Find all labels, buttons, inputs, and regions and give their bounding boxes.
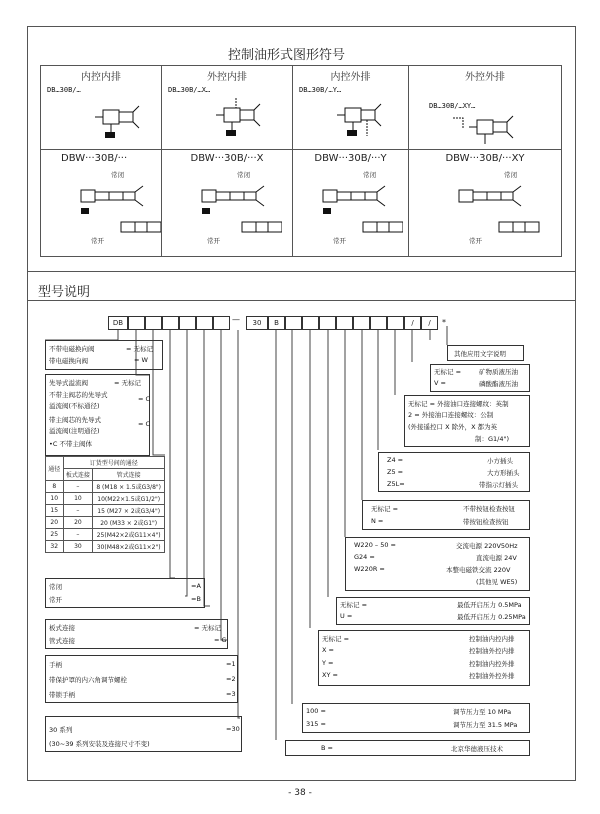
symbol-code: DBW···30B/···Y — [314, 153, 387, 164]
option-value: 大方形插头 — [487, 469, 520, 477]
min-pressure-option-box — [336, 597, 530, 625]
thread-option-box — [404, 395, 530, 447]
symbol-code: DB…30B/…X… — [168, 86, 211, 94]
option-value: =30 — [226, 725, 240, 733]
option-text: 手柄 — [49, 661, 62, 669]
symbol-label: 内控外排 — [330, 72, 371, 83]
plug-option-box — [378, 452, 530, 492]
symbol-label: 内控内排 — [81, 72, 121, 83]
table-header: 通径 — [46, 457, 64, 481]
option-text: (外接遥控口 X 除外，X 都为英 — [408, 423, 498, 431]
option-text: 制：G1/4") — [475, 435, 510, 443]
option-value: 控制油内控内排 — [469, 635, 515, 643]
option-value: 调节压力至 10 MPa — [453, 708, 512, 716]
table-row: 25 – 25(M42×2或G11×4") — [46, 529, 165, 541]
table-row: 32 30 30(M48×2或G11×2") — [46, 541, 165, 553]
normally-closed-label: 常闭 — [237, 171, 250, 179]
pressure-option-box — [302, 703, 530, 733]
code-cell-slash: / — [421, 316, 438, 330]
symbol-code: DB…30B/… — [47, 86, 81, 94]
option-text: 2 = 外接油口连接螺纹：公制 — [408, 411, 494, 419]
table-header: 板式连接 — [63, 469, 93, 481]
option-value: = W — [134, 356, 148, 364]
option-text: 不带电磁换向阀 — [49, 345, 95, 353]
option-value: 控制油外控外排 — [469, 672, 515, 680]
option-value: 最低开启压力 0.25MPa — [457, 613, 526, 621]
option-text: B = — [321, 744, 333, 752]
adjust-option-box — [45, 655, 238, 703]
option-text: G24 = — [354, 553, 375, 561]
option-value: = C — [138, 420, 151, 428]
code-star: * — [442, 318, 446, 327]
option-text: N = — [371, 517, 384, 525]
symbol-label: 外控外排 — [465, 72, 505, 83]
option-value: 带按钮检查按钮 — [463, 518, 509, 526]
code-cell-slash: / — [404, 316, 421, 330]
option-value: = 无标记 — [114, 379, 142, 387]
other-info-box — [447, 345, 524, 361]
normally-closed-label: 常闭 — [504, 171, 517, 179]
option-value: 控制油内控外排 — [469, 660, 515, 668]
option-text: 无标记 = 外接油口连接螺纹：英制 — [408, 400, 509, 408]
symbol-code: DBW···30B/··· — [61, 153, 128, 164]
option-value: 交流电源 220V50Hz — [456, 542, 518, 550]
option-text: 溢流阀(不标通径) — [49, 402, 100, 410]
option-text: 无标记 = — [434, 368, 462, 376]
size-table — [45, 456, 165, 553]
code-dash: — — [232, 315, 240, 324]
series-option-box — [45, 716, 242, 752]
normally-closed-label: 常闭 — [111, 171, 124, 179]
option-value: = C — [138, 395, 151, 403]
option-value: =2 — [226, 675, 236, 683]
option-text: 30 系列 — [49, 726, 73, 734]
option-value: = G — [214, 636, 227, 644]
option-text: V = — [434, 379, 446, 387]
option-text: 无标记 = — [340, 601, 368, 609]
symbol-code: DBW···30B/···XY — [445, 153, 525, 164]
option-value: 调节压力至 31.5 MPa — [453, 721, 518, 729]
option-value: =3 — [226, 690, 236, 698]
fluid-option-box — [430, 364, 530, 392]
table-header: 管式连接 — [93, 469, 165, 481]
option-text: 常闭 — [49, 583, 62, 591]
manual-option-box — [362, 500, 530, 530]
option-value: 不带按钮检查按钮 — [463, 505, 515, 513]
page-number: - 38 - — [288, 788, 312, 798]
option-value: 北京华德液压技术 — [451, 745, 503, 753]
symbol-code: DB…30B/…XY… — [429, 102, 476, 110]
maker-option-box — [285, 740, 530, 756]
option-text: X = — [322, 646, 334, 654]
code-cell-series: 30 — [246, 316, 268, 330]
option-value: 最低开启压力 0.5MPa — [457, 601, 522, 609]
option-text: Z5 = — [387, 468, 404, 476]
option-text: XY = — [322, 671, 338, 679]
option-text: 无标记 = — [371, 505, 399, 513]
option-value: =1 — [226, 660, 236, 668]
option-text: 无标记 = — [322, 635, 350, 643]
option-text: Z5L= — [387, 480, 405, 488]
option-value: =A — [191, 582, 201, 590]
option-text: 管式连接 — [49, 637, 75, 645]
option-text: 常开 — [49, 596, 62, 604]
symbol-label: 外控内排 — [207, 72, 247, 83]
symbol-code: DB…30B/…Y… — [299, 86, 342, 94]
table-row: 20 20 20 (M33 × 2或G1") — [46, 517, 165, 529]
option-text: 不带主阀芯的先导式 — [49, 391, 108, 399]
symbols-title: 控制油形式图形符号 — [228, 48, 346, 63]
normally-open-label: 常开 — [207, 237, 220, 245]
nc-option-box — [45, 578, 205, 608]
option-text: 先导式溢流阀 — [49, 379, 88, 387]
control-option-box — [318, 630, 530, 686]
option-text: 315 = — [306, 720, 326, 728]
table-row: 10 10 10(M22×1.5或G1/2") — [46, 493, 165, 505]
option-value: =B — [191, 595, 201, 603]
normally-closed-label: 常闭 — [363, 171, 376, 179]
option-text: Y = — [322, 659, 334, 667]
model-title: 型号说明 — [38, 285, 91, 300]
option-text: 100 = — [306, 707, 326, 715]
code-cell-b: B — [268, 316, 285, 330]
option-text: U = — [340, 612, 353, 620]
option-text: 带主阀芯的先导式 — [49, 416, 101, 424]
solenoid-option-box — [45, 340, 163, 370]
option-text: 其他应用文字说明 — [454, 350, 506, 358]
normally-open-label: 常开 — [333, 237, 346, 245]
option-text: 板式连接 — [49, 624, 75, 632]
option-text: Z4 = — [387, 456, 404, 464]
option-value: 控制油外控内排 — [469, 647, 515, 655]
option-text: 带电磁换向阀 — [49, 357, 88, 365]
table-row: 8 – 8 (M18 × 1.5或G3/8") — [46, 481, 165, 493]
table-header: 订货型号间的通径 — [63, 457, 165, 469]
option-text: (30~39 系列安装及连接尺寸不变) — [49, 740, 150, 748]
option-text: •C 不带主阀体 — [49, 440, 92, 448]
option-value: = 无标记 — [126, 345, 154, 353]
normally-open-label: 常开 — [91, 237, 104, 245]
option-value: = 无标记 — [194, 624, 222, 632]
pilot-option-box — [45, 374, 150, 456]
option-value: 带指示灯插头 — [479, 481, 518, 489]
option-text: 带锁手柄 — [49, 691, 75, 699]
option-value: 小方插头 — [487, 457, 513, 465]
code-cell-db: DB — [108, 316, 128, 330]
voltage-option-box — [345, 537, 530, 591]
connection-option-box — [45, 619, 228, 649]
option-text: 带保护罩的内六角调节螺栓 — [49, 676, 127, 684]
option-value: 本整电磁铁交流 220V — [446, 566, 511, 574]
option-value: 矿物质液压油 — [479, 368, 518, 376]
symbol-code: DBW···30B/···X — [190, 153, 264, 164]
option-text: (其他见 WE5) — [476, 578, 518, 586]
option-text: 溢流阀(注明通径) — [49, 427, 100, 435]
table-row: 15 – 15 (M27 × 2或G3/4") — [46, 505, 165, 517]
option-value: 直流电源 24V — [476, 554, 517, 562]
option-text: W220 – 50 = — [354, 541, 396, 549]
normally-open-label: 常开 — [469, 237, 482, 245]
option-value: 磷酸酯液压油 — [479, 380, 518, 388]
option-text: W220R = — [354, 565, 385, 573]
